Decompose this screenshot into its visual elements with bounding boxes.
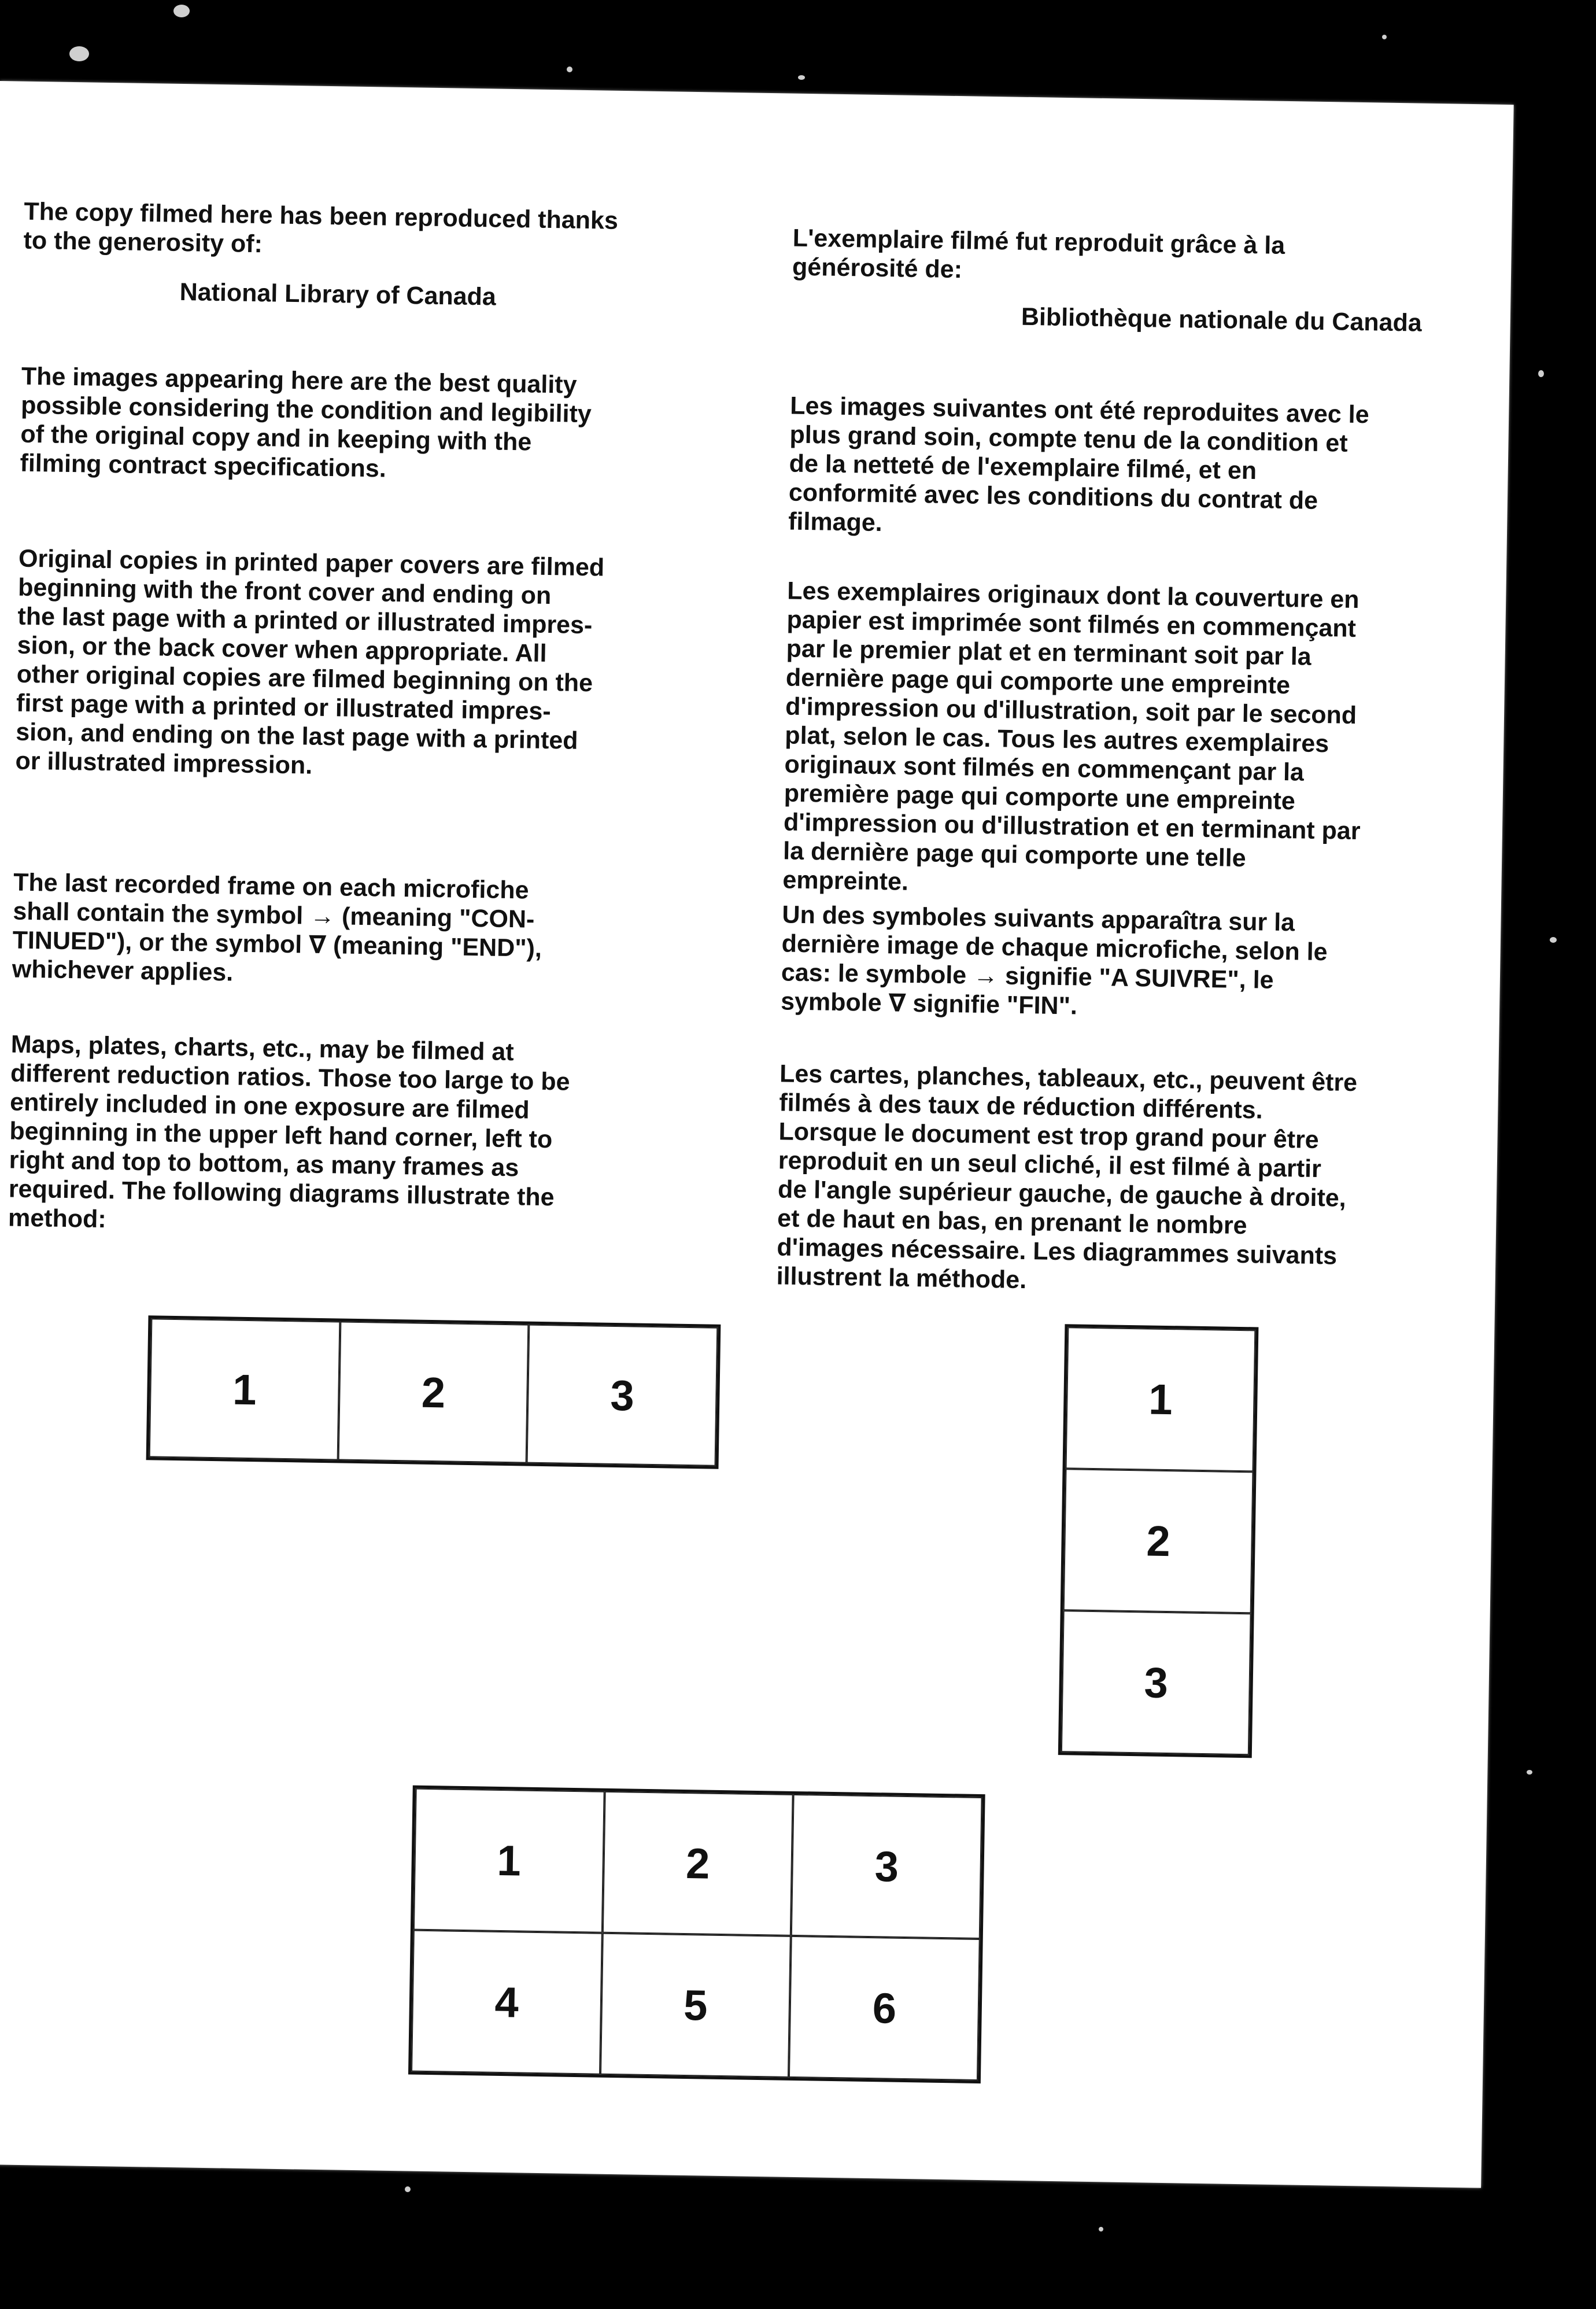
diagram-grid-frames [408,1786,985,2083]
english-institution-name: National Library of Canada [179,278,497,311]
english-institution [23,275,653,314]
frame-cell: 1 [149,1318,340,1460]
frame-cell: 2 [602,1791,793,1936]
english-symbols-paragraph [12,868,644,994]
english-originals-text: Original copies in printed paper covers are filmed beginning with the front cover and ending on the last page with a printed or illustrated impres- sion, or the back cover when appropriate. All other original copies are filmed beginning on the first page with a printed or illustrated impres- sion, and ending on the last page with a printed or illustrated impression. [15,544,605,780]
french-maps-text: Les cartes, planches, tableaux, etc., peuvent être filmés à des taux de réduction différents. Lorsque le document est trop grand pour être reproduit en un seul cliché, il est filmé à partir de l'angle supérieur gauche, de gauche à droite, et de haut en bas, en prenant le nombre d'images nécessaire. Les diagrammes suivants illustrent la méthode. [776,1060,1358,1294]
french-maps-paragraph [776,1059,1410,1300]
french-quality-paragraph [788,392,1421,546]
frame-cell: 5 [600,1933,791,2078]
frame-cell: 4 [411,1930,602,2075]
french-institution-name: Bibliothèque nationale du Canada [1021,303,1423,337]
french-intro-text: L'exemplaire filmé fut reproduit grâce à la générosité de: [792,224,1285,284]
frame-cell: 3 [1061,1610,1251,1755]
english-maps-text: Maps, plates, charts, etc., may be filmed at different reduction ratios. Those too large to be entirely included in one exposure are filmed beginning in the upper left hand corner, left to right and top to bottom, as many frames as required. The following diagrams illustrate the method: [8,1030,570,1234]
frame-cell: 3 [527,1325,718,1466]
french-quality-text: Les images suivantes ont été reproduites avec le plus grand soin, compte tenu de la condition et de la netteté de l'exemplaire filmé, et en conformité avec les conditions du contrat de filmage. [788,392,1369,537]
french-acknowledgement [792,224,1423,292]
frame-cell: 1 [1066,1327,1256,1471]
diagram-vertical-frames [1058,1324,1259,1758]
frame-cell: 6 [789,1936,980,2081]
english-quality-text: The images appearing here are the best quality possible considering the condition and legibility of the original copy and in keeping with the filming contract specifications. [20,362,592,483]
french-symbols-paragraph [781,900,1413,1026]
frame-cell: 1 [413,1788,604,1933]
english-originals-paragraph [15,544,649,785]
english-quality-paragraph [20,362,652,488]
english-intro-line2: to the generosity of: [23,226,263,259]
english-symbols-text: The last recorded frame on each microfiche shall contain the symbol → (meaning "CON- TINUED"), or the symbol ∇ (meaning "END"), whichever applies. [12,868,542,987]
english-maps-paragraph [8,1030,641,1242]
document-page [0,81,1514,2188]
english-acknowledgement [23,197,654,265]
french-originals-text: Les exemplaires originaux dont la couverture en papier est imprimée sont filmés en commençant par le premier plat et en terminant soit par la dernière page qui comporte une empreinte d'impression ou d'illustration, soit par le second plat, selon le cas. Tous les autres exemplaires originaux sont filmés en commençant par la première page qui comporte une empreinte d'impression ou d'illustration et en terminant par la dernière page qui comporte une telle empreinte. [782,577,1361,896]
diagram-horizontal-frames [146,1315,721,1469]
frame-cell: 3 [791,1794,982,1939]
frame-cell: 2 [1063,1469,1254,1613]
french-originals-paragraph [782,576,1418,904]
frame-cell: 2 [338,1322,529,1463]
english-intro-line1: The copy filmed here has been reproduced thanks [24,197,619,235]
french-symbols-text: Un des symboles suivants apparaîtra sur la dernière image de chaque microfiche, selon le cas: le symbole → signifie "A SUIVRE", le symbole ∇ signifie "FIN". [780,901,1328,1020]
french-institution [791,299,1422,338]
